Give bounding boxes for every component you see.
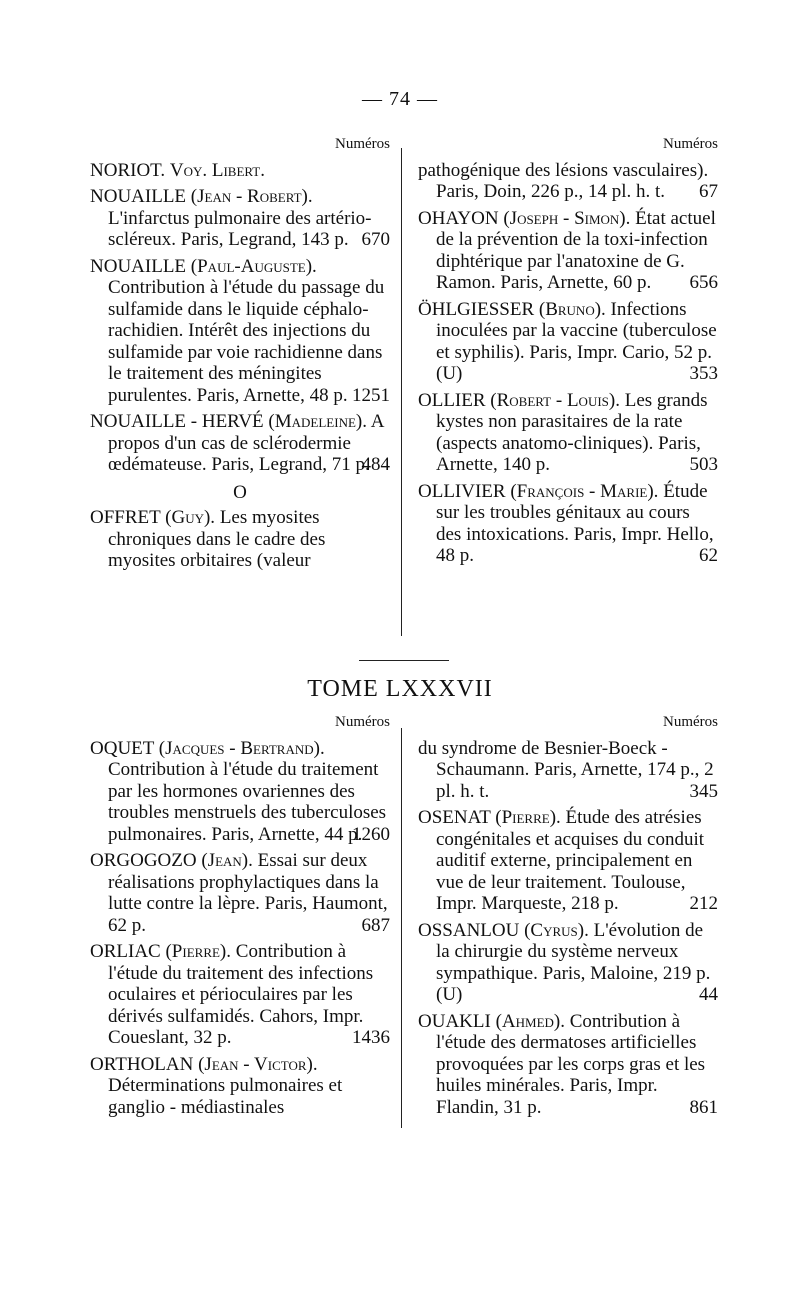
author-surname: OUAKLI [418,1010,491,1032]
entry-title: Contribution à l'étude des dermatoses artificielles provoquées par les corps gras et les huiles minérales. Paris, Impr. Flandin, 31 p. [436,1010,706,1118]
author-surname: OQUET [90,737,155,759]
author-given-names: (Bruno). [538,298,606,320]
author-surname: ÖHLGIESSER [418,298,535,320]
entry-number: 861 [689,1096,718,1118]
index-entry [418,208,718,294]
column-header: Numéros [663,714,718,730]
author-given-names: (Paul-Auguste). [190,255,317,277]
index-entry [418,299,718,385]
author-given-names: (François - Marie). [510,480,659,502]
entry-number: 44 [699,984,718,1005]
entry-title: L'infarctus pulmonaire des artério-scléreux. Paris, Legrand, 143 p. [108,207,372,250]
entry-title: Étude sur les troubles génitaux au cours des intoxications. Paris, Impr. Hello, 48 p. [436,480,714,566]
section-rule [359,660,449,661]
index-entry [418,920,718,1006]
entry-title: Contribution à l'étude du passage du sulfamide dans le liquide céphalo-rachidien. Intérêt des injections du sulfamide par voie rachidienne dans le traitement des méningites purulentes. Paris, Arnette, 48 p. [108,277,385,406]
author-surname: OHAYON [418,207,499,229]
column-header: Numéros [335,714,390,730]
index-entry [90,850,390,936]
entry-number: 670 [361,229,390,250]
entry-number: 67 [699,181,718,202]
entry-title: Contribution à l'étude du traitement des infections oculaires et périoculaires par les dérivés sulfamidés. Cahors, Impr. Coueslant, 32 p. [108,941,374,1048]
index-entry [90,507,390,572]
author-surname: OSSANLOU [418,919,520,941]
author-given-names: (Madeleine). [268,411,367,432]
author-surname: OSENAT [418,807,491,828]
index-entry [90,256,390,407]
author-given-names: (Jean - Robert). [190,186,313,207]
entry-title: A propos d'un cas de sclérodermie œdémateuse. Paris, Legrand, 71 p. [108,411,384,475]
author-given-names: (Robert - Louis). [490,389,620,411]
entry-title: L'évolution de la chirurgie du système nerveux sympathique. Paris, Maloine, 219 p. (U) [436,919,711,1005]
entry-number: 212 [689,893,718,914]
author-surname: ORTHOLAN [90,1053,194,1075]
author-surname: OFFRET [90,507,161,528]
entry-title: Essai sur deux réalisations prophylactiques dans la lutte contre la lèpre. Paris, Haumont, 62 p. [108,850,388,936]
entry-title: du syndrome de Besnier-Boeck - Schaumann. Paris, Arnette, 174 p., 2 pl. h. t. [418,737,714,802]
entry-title: État actuel de la prévention de la toxi-infection diphtérique par l'anatoxine de G. Ramon. Paris, Arnette, 60 p. [436,207,716,293]
entry-number: 503 [689,454,718,475]
top-left-column [90,134,390,577]
index-entry [90,941,390,1049]
author-surname: ORLIAC [90,941,161,962]
index-entry [418,390,718,476]
author-surname: NOUAILLE [90,186,187,207]
author-surname: NOUAILLE - HERVÉ [90,411,264,432]
index-entry [418,1011,718,1119]
column-header: Numéros [663,136,718,152]
entry-number: 656 [689,272,718,293]
column-divider [401,148,402,636]
entry-title: Les myosites chroniques dans le cadre des myosites orbitaires (valeur [108,507,326,571]
entry-number: 1260 [352,823,390,845]
page-number: — 74 — [362,88,438,110]
top-right-column [418,134,718,572]
entry-number: 1436 [352,1027,390,1048]
entry-number: 484 [361,454,390,475]
author-surname: OLLIVIER [418,480,506,502]
bottom-right-column [418,712,718,1123]
index-entry [418,481,718,567]
index-entry [90,1054,390,1119]
entry-title: Les grands kystes non parasitaires de la rate (aspects anatomo-cliniques). Paris, Arnette, 140 p. [436,389,708,475]
entry-number: 62 [699,545,718,566]
entry-number: 345 [689,780,718,802]
entry-title: pathogénique des lésions vasculaires). Paris, Doin, 226 p., 14 pl. h. t. [418,159,709,202]
index-entry [90,186,390,251]
column-header: Numéros [335,136,390,152]
entry-number: 1251 [352,384,390,406]
author-given-names: (Cyrus). [524,919,589,941]
author-surname: OLLIER [418,389,486,411]
letter-separator: O [233,481,247,503]
index-entry [418,738,718,803]
author-given-names: (Jean - Victor). [198,1053,318,1075]
index-entry [90,738,390,846]
author-given-names: (Pierre). [165,941,232,962]
column-divider [401,728,402,1128]
index-entry [90,411,390,476]
author-given-names: (Jean). [201,850,253,871]
entry-number: 687 [361,914,390,936]
entry-title: Déterminations pulmonaires et ganglio - médiastinales [108,1075,343,1118]
author-given-names: (Pierre). [495,807,561,828]
author-given-names: (Jacques - Bertrand). [158,737,325,759]
entry-number: 353 [689,363,718,384]
author-surname: ORGOGOZO [90,850,197,871]
index-entry [90,160,390,182]
index-entry [418,160,718,203]
index-entry [418,807,718,915]
author-surname: NORIOT. [90,159,166,181]
author-given-names: Voy. Libert. [169,159,265,181]
entry-title: Contribution à l'étude du traitement par les hormones ovariennes des troubles menstruels des tuberculoses pulmonaires. Paris, Arnette, 44 p. [108,759,387,845]
tome-title: TOME LXXXVII [307,676,493,702]
author-given-names: (Joseph - Simon). [503,207,631,229]
author-surname: NOUAILLE [90,255,187,277]
entry-title: Étude des atrésies congénitales et acquises du conduit auditif externe, principalement en vue de leur traitement. Toulouse, Impr. Marqueste, 218 p. [436,807,705,914]
author-given-names: (Guy). [165,507,216,528]
author-given-names: (Ahmed). [495,1010,565,1032]
entry-title: Infections inoculées par la vaccine (tuberculose et syphilis). Paris, Impr. Cario, 52 p. (U) [436,298,717,384]
bottom-left-column [90,712,390,1123]
